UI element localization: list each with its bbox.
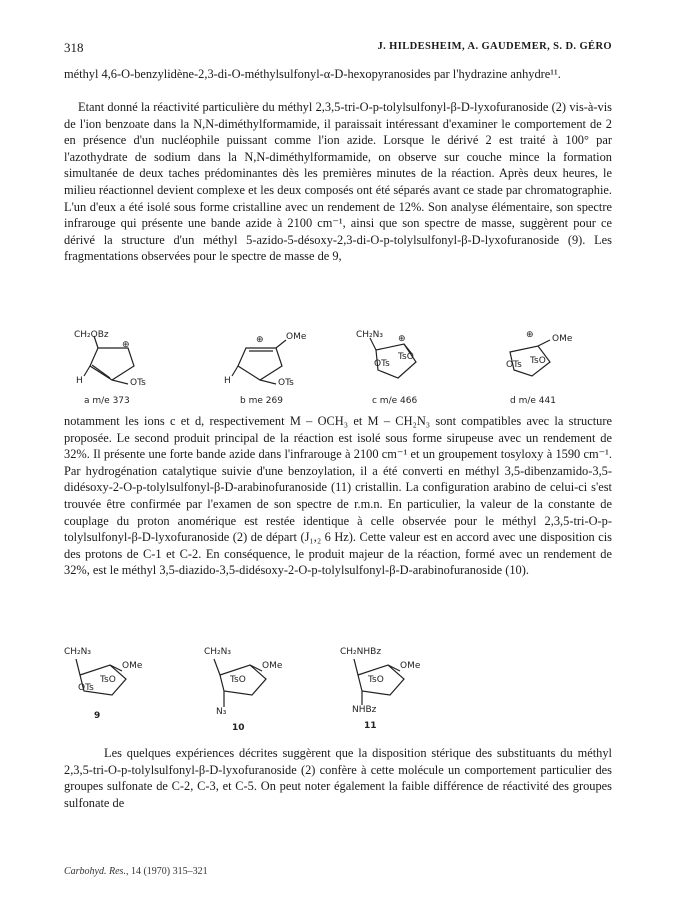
fragment-a-right: OTs [130, 378, 146, 388]
fragment-b-caption: b me 269 [240, 396, 283, 406]
fragment-c-caption: c m/e 466 [372, 396, 418, 406]
fragment-c-ots: OTs [374, 359, 390, 369]
ring-b [238, 348, 282, 380]
fragment-a-top: CH₂OBz [74, 330, 109, 340]
fragment-a-charge: ⊕ [122, 340, 130, 350]
compound-10-top: CH₂N₃ [204, 647, 231, 657]
fragment-b-charge: ⊕ [256, 335, 264, 345]
fragment-scheme [64, 330, 612, 410]
fragment-d-caption: d m/e 441 [510, 396, 556, 406]
double-bond-a [92, 365, 110, 378]
compound-scheme [64, 645, 612, 740]
compound-10-n3: N₃ [216, 707, 227, 717]
fragment-a-left: H [76, 376, 83, 386]
fragment-b-left: H [224, 376, 231, 386]
compound-9-top: CH₂N₃ [64, 647, 91, 657]
page-footer [64, 866, 208, 877]
compound-structures [64, 645, 612, 740]
compound-10-number: 10 [232, 723, 245, 733]
running-head: J. HILDESHEIM, A. GAUDEMER, S. D. GÉRO [377, 41, 612, 52]
footer-reference: 14 (1970) 315–321 [130, 866, 208, 877]
fragment-d-ots: OTs [506, 360, 522, 370]
compound-9-ome: OMe [122, 661, 143, 671]
compound-9-ots: OTs [78, 683, 94, 693]
compound-11-ome: OMe [400, 661, 421, 671]
compound-10-tso: TsO [230, 675, 246, 685]
fragment-b-right: OTs [278, 378, 294, 388]
compound-11-top: CH₂NHBz [340, 647, 382, 657]
fragment-c-tso: TsO [398, 352, 414, 362]
page-number: 318 [64, 40, 84, 55]
paragraph-3: notamment les ions c et d, respectivement M – OCH₃ et M – CH₂N₃ sont compatibles avec la structure proposée. Le second produit principal de la réaction est isolé sous forme sirupeuse avec un rendement de 32%. Il présente une forte bande azide dans l'infrarouge à 2100 cm⁻¹ et un groupement tosyloxy à 1590 cm⁻¹. Par hydrogénation catalytique suivie d'une benzoylation, il a été converti en méthyl 3,5-dibenzamido-3,5-didésoxy-2-O-p-tolylsulfonyl-β-D-arabinofuranoside (11) cristallin. La configuration arabino de celui-ci s'est trouvée être confirmée par l'examen de son spectre de r.m.n. En particulier, la valeur de la constante de couplage du proton anomérique est restée identique à celle observée pour le méthyl 2,3,5-tri-O-p-tolylsulfonyl-β-D-lyxofuranoside (2) de départ (J₁,₂ 6 Hz). Cette valeur est en accord avec une disposition cis des protons de C-1 et C-2. En conséquence, le produit majeur de la réaction, formé avec un rendement de 32%, est le méthyl 3,5-diazido-3,5-didésoxy-2-O-p-tolylsulfonyl-β-D-arabinofuranoside (10). [64, 414, 612, 578]
fragment-c-charge: ⊕ [398, 334, 406, 344]
fragment-a-caption: a m/e 373 [84, 396, 130, 406]
compound-11-nhbz: NHBz [352, 705, 377, 715]
paragraph-2: Etant donné la réactivité particulière du méthyl 2,3,5-tri-O-p-tolylsulfonyl-β-D-lyxofuranoside (2) vis-à-vis de l'ion benzoate dans la N,N-diméthylformamide, il paraissait intéressant d'examiner le comportement de 2 en présence d'un nucléophile puissant comme l'ion azide. Lorsque le dérivé 2 est traité à 100° par l'azothydrate de sodium dans la N,N-diméthylformamide, on observe sur couche mince la formation simultanée de deux taches prédominantes dès les premières minutes de la réaction. Après deux heures, le milieu réactionnel devient complexe et les deux composés ont été séparés avant ce stade par chromatographie. L'un d'eux a été isolé sous forme cristalline avec un rendement de 12%. Son analyse élémentaire, son spectre infrarouge qui présente une bande azide à 2100 cm⁻¹, ainsi que son spectre de masse, suggèrent pour ce dérivé la structure d'un méthyl 5-azido-5-désoxy-2,3-di-O-p-tolylsulfonyl-β-D-lyxofuranoside (9). Les fragmentations observées pour le spectre de masse de 9, [64, 100, 612, 264]
page-header [64, 40, 612, 58]
compound-11-number: 11 [364, 721, 377, 731]
compound-10-ome: OMe [262, 661, 283, 671]
fragment-d-tso: TsO [530, 356, 546, 366]
ring-a [90, 348, 134, 380]
paragraph-1: méthyl 4,6-O-benzylidène-2,3-di-O-méthylsulfonyl-α-D-hexopyranosides par l'hydrazine anhydre¹¹. [64, 67, 561, 81]
fragment-b-ome: OMe [286, 332, 307, 342]
compound-9-tso: TsO [100, 675, 116, 685]
fragment-c-top: CH₂N₃ [356, 330, 383, 340]
compound-9-number: 9 [94, 711, 101, 721]
fragment-d-charge: ⊕ [526, 330, 534, 340]
footer-journal: Carbohyd. Res., [64, 866, 129, 877]
fragment-d-ome: OMe [552, 334, 573, 344]
paragraph-4: Les quelques expériences décrites suggèrent que la disposition stérique des substituants du méthyl 2,3,5-tri-O-p-tolylsulfonyl-β-D-lyxofuranoside (2) confère à cette molécule un comportement particulier des groupes sulfonate de C-2, C-3, et C-5. On peut noter également la faible différence de réactivité des groupes sulfonate de [64, 746, 612, 810]
compound-11-tso: TsO [368, 675, 384, 685]
